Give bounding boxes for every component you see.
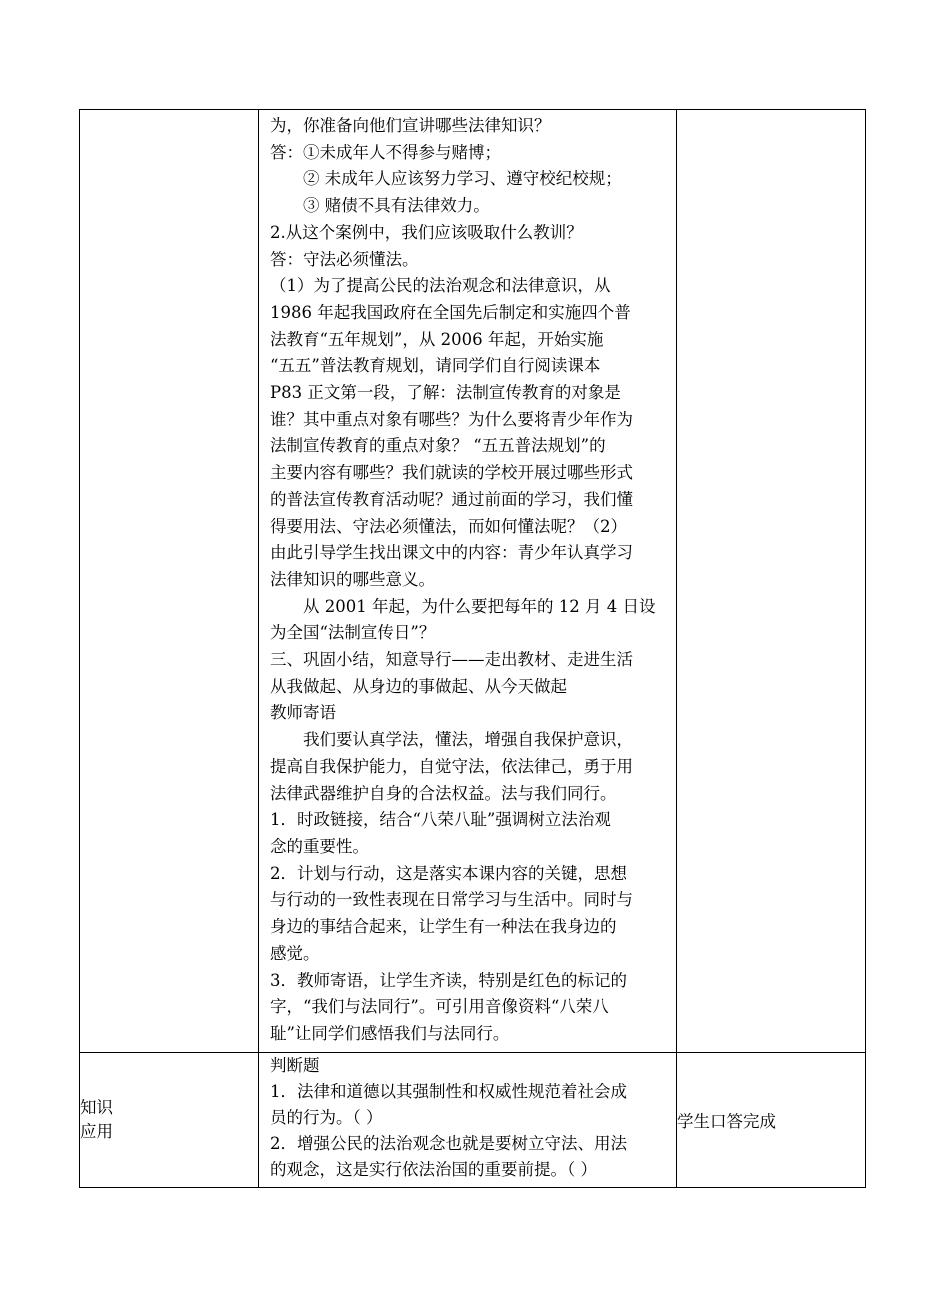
row1-left-cell <box>80 110 259 1053</box>
section-label-line2: 应用 <box>80 1121 113 1141</box>
subheading: 教师寄语 <box>270 703 336 723</box>
text-line: 1．时政链接，结合“八荣八耻”强调树立法治观 <box>270 810 611 830</box>
completion-note: 学生口答完成 <box>677 1111 776 1131</box>
text-line: ② 未成年人应该努力学习、遵守校纪校规； <box>303 169 622 189</box>
text-line: 法律知识的哪些意义。 <box>270 569 435 589</box>
table-row <box>80 110 866 1053</box>
row2-content-cell <box>259 1052 677 1187</box>
text-line: 为，你准备向他们宣讲哪些法律知识？ <box>270 116 551 135</box>
text-line: 与行动的一致性表现在日常学习与生活中。同时与 <box>270 890 633 910</box>
question-heading: 判断题 <box>270 1055 320 1075</box>
text-line: 1．法律和道德以其强制性和权威性规范着社会成 <box>270 1081 627 1101</box>
text-line: 得要用法、守法必须懂法，而如何懂法呢？（2） <box>270 516 627 536</box>
text-line: “五五”普法教育规划，请同学们自行阅读课本 <box>270 356 601 376</box>
text-line: 法律武器维护自身的合法权益。法与我们同行。 <box>270 783 617 803</box>
text-line: 3．教师寄语，让学生齐读，特别是红色的标记的 <box>270 970 627 990</box>
row1-right-cell <box>677 110 866 1053</box>
text-line: 从 2001 年起，为什么要把每年的 12 月 4 日设 <box>303 596 656 616</box>
text-line: 提高自我保护能力，自觉守法，依法律己，勇于用 <box>270 756 633 776</box>
section-heading: 三、巩固小结，知意导行——走出教材、走进生活 <box>270 650 633 670</box>
text-line: 谁？其中重点对象有哪些？为什么要将青少年作为 <box>270 409 633 429</box>
row2-content <box>259 1053 676 1187</box>
text-line: 字，“我们与法同行”。可引用音像资料“八荣八 <box>270 997 609 1017</box>
text-line: 2．计划与行动，这是落实本课内容的关键，思想 <box>270 863 627 883</box>
text-line: 由此引导学生找出课文中的内容：青少年认真学习 <box>270 543 633 563</box>
text-line: 法教育“五年规划”，从 2006 年起，开始实施 <box>270 329 604 349</box>
text-line: 答：守法必须懂法。 <box>270 249 419 269</box>
text-line: 答：①未成年人不得参与赌博； <box>270 142 501 162</box>
text-line: 1986 年起我国政府在全国先后制定和实施四个普 <box>270 302 631 322</box>
text-line: 的观念，这是实行依法治国的重要前提。（ ） <box>270 1159 597 1179</box>
row1-content-cell <box>259 110 677 1053</box>
text-line: 身边的事结合起来，让学生有一种法在我身边的 <box>270 917 617 937</box>
text-line: 念的重要性。 <box>270 836 369 856</box>
text-line: 耻”让同学们感悟我们与法同行。 <box>270 1023 510 1043</box>
row1-content <box>259 110 676 1052</box>
text-line: 2．增强公民的法治观念也就是要树立守法、用法 <box>270 1133 627 1153</box>
text-line: 我们要认真学法，懂法，增强自我保护意识， <box>303 730 633 750</box>
text-line: 员的行为。（ ） <box>270 1107 383 1127</box>
text-line: 从我做起、从身边的事做起、从今天做起 <box>270 676 567 696</box>
text-line: ③ 赌债不具有法律效力。 <box>303 196 490 216</box>
text-line: 的普法宣传教育活动呢？通过前面的学习，我们懂 <box>270 489 633 509</box>
text-line: 为全国“法制宣传日”？ <box>270 623 436 643</box>
text-line: 法制宣传教育的重点对象？ “五五普法规划”的 <box>270 436 606 456</box>
text-line: 主要内容有哪些？我们就读的学校开展过哪些形式 <box>270 463 633 483</box>
row2-left-cell <box>80 1052 259 1187</box>
row2-right-cell <box>677 1052 866 1187</box>
lesson-table <box>79 109 866 1188</box>
text-line: 感觉。 <box>270 943 320 963</box>
text-line: P83 正文第一段，了解：法制宣传教育的对象是 <box>270 383 621 403</box>
text-line: 2.从这个案例中，我们应该吸取什么教训？ <box>270 222 583 242</box>
text-line: （1）为了提高公民的法治观念和法律意识，从 <box>270 276 611 296</box>
section-label-line1: 知识 <box>80 1097 113 1117</box>
table-row <box>80 1052 866 1187</box>
